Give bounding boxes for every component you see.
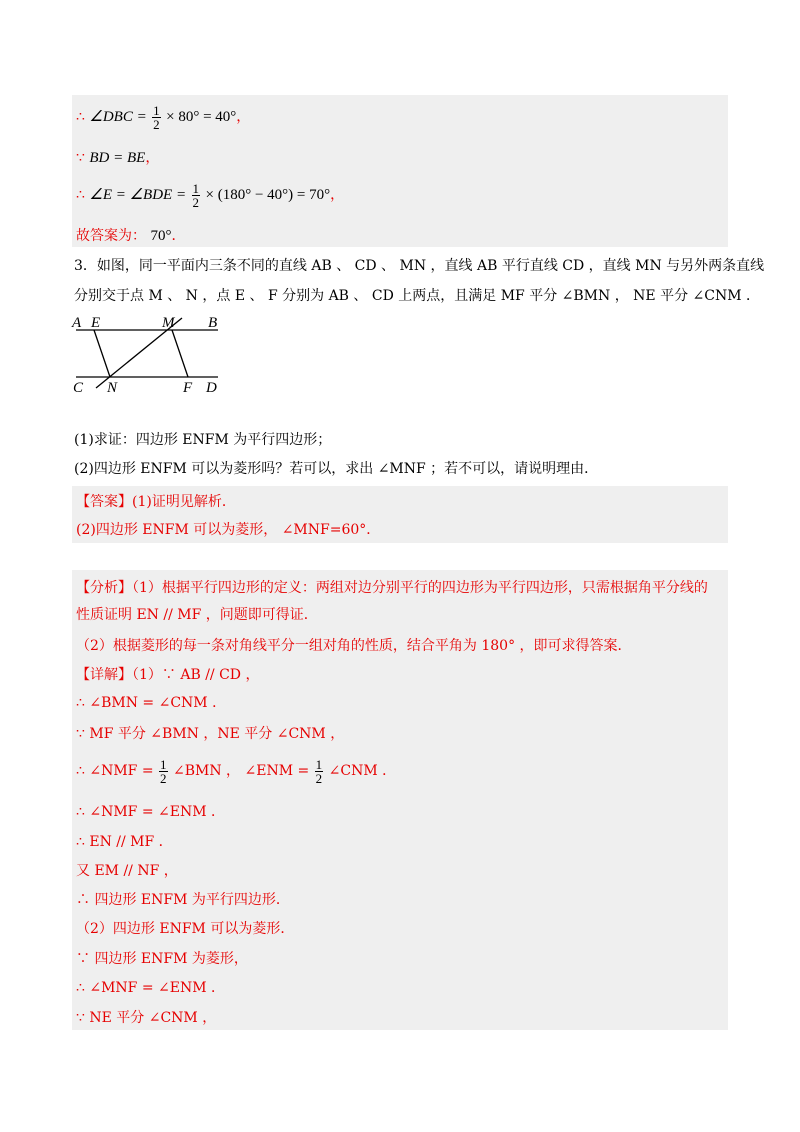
answer-text-1: 【答案】(1)证明见解析． xyxy=(76,494,236,510)
problem-text-line-1: 3．如图，同一平面内三条不同的直线 AB 、 CD 、 MN ，直线 AB 平行直线 CD ，直线 MN 与另外两条直线 xyxy=(74,258,765,274)
label-f: F xyxy=(183,380,193,393)
question-1: (1)求证：四边形 ENFM 为平行四边形； xyxy=(74,432,332,448)
segment-mf xyxy=(172,330,188,377)
solution-line-2: ∵ BD = BE， xyxy=(76,150,160,166)
detail-line-6: ∴ EN // MF ． xyxy=(76,834,173,850)
analysis-line-2: 性质证明 EN // MF ，问题即可得证． xyxy=(76,607,318,623)
analysis-line-3: （2）根据菱形的每一条对角线平分一组对角的性质，结合平角为 180° ，即可求得答案． xyxy=(76,638,632,654)
label-e: E xyxy=(91,315,101,331)
answer-text-2: (2)四边形 ENFM 可以为菱形， ∠MNF=60°． xyxy=(76,522,381,538)
detail-line-4: ∴ ∠NMF = $\frac{1}{2}$ ∠BMN ， ∠ENM = $\frac{1}{2}$ ∠CNM ． xyxy=(76,756,397,786)
label-a: A xyxy=(72,315,82,331)
label-n: N xyxy=(107,380,118,393)
analysis-line-1: 【分析】（1）根据平行四边形的定义：两组对边分别平行的四边形为平行四边形，只需根据角平分线的 xyxy=(76,580,708,596)
label-b: B xyxy=(208,315,218,331)
detail-line-7: 又 EM // NF ， xyxy=(76,863,178,879)
detail-line-3: ∵ MF 平分 ∠BMN ，NE 平分 ∠CNM ， xyxy=(76,726,345,742)
detail-line-8: ∴ 四边形 ENFM 为平行四边形． xyxy=(76,892,290,908)
label-m: M xyxy=(162,315,175,331)
label-c: C xyxy=(73,380,84,393)
detail-line-5: ∴ ∠NMF = ∠ENM ． xyxy=(76,804,226,820)
fraction-half: $\frac{1}{2}$ xyxy=(160,756,167,786)
geometry-figure xyxy=(70,313,240,393)
fraction-half: $\frac{1}{2}$ xyxy=(153,102,160,132)
question-2: (2)四边形 ENFM 可以为菱形吗？若可以，求出 ∠MNF ；若不可以，请说明理由． xyxy=(74,461,599,477)
detail-line-9: （2）四边形 ENFM 可以为菱形． xyxy=(76,921,295,937)
fraction-half: $\frac{1}{2}$ xyxy=(192,180,200,210)
detail-line-11: ∴ ∠MNF = ∠ENM ． xyxy=(76,980,226,996)
fraction-half: $\frac{1}{2}$ xyxy=(315,756,323,786)
detail-line-1: 【详解】（1）∵ AB // CD ， xyxy=(76,667,260,683)
detail-line-2: ∴ ∠BMN = ∠CNM ． xyxy=(76,695,227,711)
answer-line: 故答案为： 70°． xyxy=(76,228,186,244)
problem-text-line-2: 分别交于点 M 、 N ，点 E 、 F 分别为 AB 、 CD 上两点，且满足 MF 平分 ∠BMN ， NE 平分 ∠CNM ． xyxy=(74,288,761,304)
label-d: D xyxy=(206,380,217,393)
detail-line-10: ∵ 四边形 ENFM 为菱形， xyxy=(76,951,248,967)
solution-line-1: ∴ ∠DBC = $\frac{1}{2}$ × 80° = 40°， xyxy=(76,102,251,132)
detail-line-12: ∵ NE 平分 ∠CNM ， xyxy=(76,1010,217,1026)
solution-line-3: ∴ ∠E = ∠BDE = $\frac{1}{2}$ × (180° − 40°) = 70°， xyxy=(76,180,345,210)
segment-en xyxy=(94,330,110,377)
